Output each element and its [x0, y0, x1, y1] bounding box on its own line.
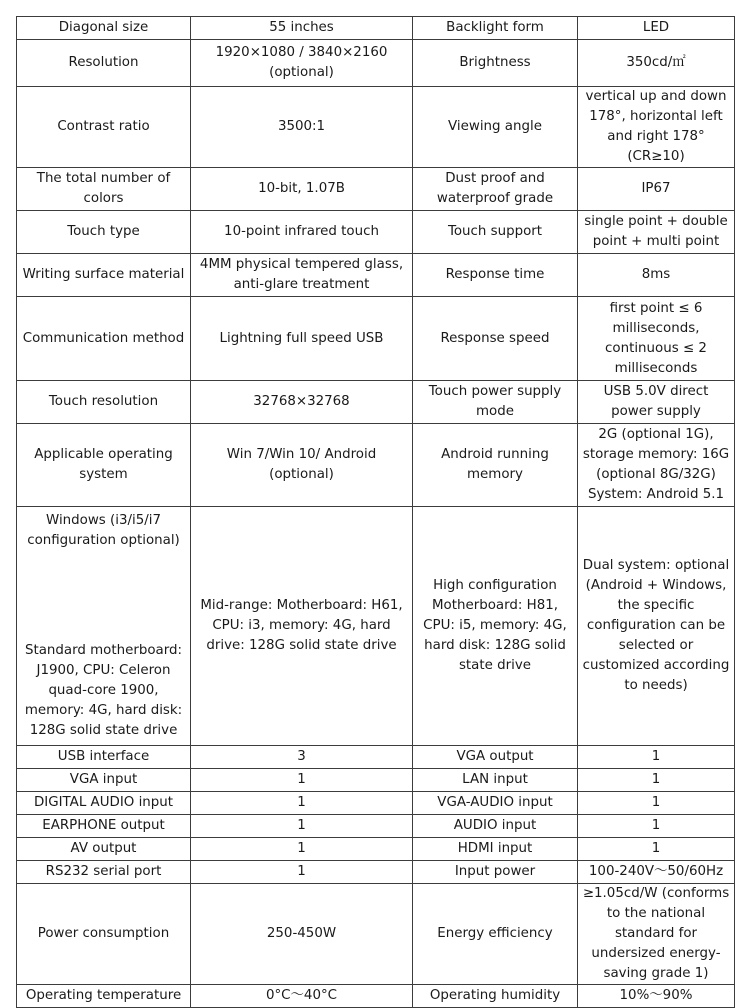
- spec-value: 32768×32768: [191, 381, 413, 424]
- spec-value: USB 5.0V direct power supply: [578, 381, 735, 424]
- spec-label: AV output: [17, 838, 191, 861]
- spec-label: Backlight form: [413, 17, 578, 40]
- spec-label: The total number of colors: [17, 168, 191, 211]
- table-row: [17, 746, 735, 769]
- spec-value: 10-bit, 1.07B: [191, 168, 413, 211]
- spec-value: Lightning full speed USB: [191, 297, 413, 381]
- spec-label: Applicable operating system: [17, 424, 191, 507]
- spec-value: 100-240V～50/60Hz: [578, 861, 735, 884]
- table-row: [17, 884, 735, 985]
- spec-label: Communication method: [17, 297, 191, 381]
- spec-value: 10-point infrared touch: [191, 211, 413, 254]
- spec-label: VGA input: [17, 769, 191, 792]
- table-row: [17, 381, 735, 424]
- spec-value: 1: [191, 792, 413, 815]
- spec-value: 1: [578, 792, 735, 815]
- table-row: [17, 17, 735, 40]
- spec-value: 10%～90%: [578, 985, 735, 1008]
- spec-label: Power consumption: [17, 884, 191, 985]
- spec-label: Resolution: [17, 40, 191, 87]
- spec-table: [16, 16, 735, 1008]
- spec-label: Dust proof and waterproof grade: [413, 168, 578, 211]
- spec-value: 55 inches: [191, 17, 413, 40]
- spec-label: VGA-AUDIO input: [413, 792, 578, 815]
- spec-value: 3500:1: [191, 87, 413, 168]
- spec-value: 1: [191, 815, 413, 838]
- spec-value: 2G (optional 1G), storage memory: 16G (optional 8G/32G) System: Android 5.1: [578, 424, 735, 507]
- spec-value: 1: [191, 838, 413, 861]
- table-row: [17, 297, 735, 381]
- spec-value: vertical up and down 178°, horizontal left and right 178° (CR≥10): [578, 87, 735, 168]
- spec-value: 4MM physical tempered glass, anti-glare treatment: [191, 254, 413, 297]
- spec-label: AUDIO input: [413, 815, 578, 838]
- spec-value: 1: [578, 769, 735, 792]
- spec-label: LAN input: [413, 769, 578, 792]
- table-row: [17, 424, 735, 507]
- spec-value: 350cd/㎡: [578, 40, 735, 87]
- table-row: [17, 815, 735, 838]
- spec-label: Diagonal size: [17, 17, 191, 40]
- table-row: [17, 40, 735, 87]
- spec-value: Mid-range: Motherboard: H61, CPU: i3, memory: 4G, hard drive: 128G solid state drive: [191, 507, 413, 746]
- spec-value: LED: [578, 17, 735, 40]
- spec-value: 1: [191, 861, 413, 884]
- spec-label: RS232 serial port: [17, 861, 191, 884]
- spec-value: 3: [191, 746, 413, 769]
- spec-value: 8ms: [578, 254, 735, 297]
- spec-value: first point ≤ 6 milliseconds, continuous ≤ 2 milliseconds: [578, 297, 735, 381]
- table-row: [17, 211, 735, 254]
- spec-value: Dual system: optional (Android + Windows, the specific configuration can be selected or customized according to needs): [578, 507, 735, 746]
- windows-config-cell: [17, 507, 191, 746]
- spec-value: ≥1.05cd/W (conforms to the national standard for undersized energy-saving grade 1): [578, 884, 735, 985]
- spec-label: VGA output: [413, 746, 578, 769]
- table-row: [17, 87, 735, 168]
- spec-label: Brightness: [413, 40, 578, 87]
- spec-value: 1920×1080 / 3840×2160 (optional): [191, 40, 413, 87]
- spec-label: Operating humidity: [413, 985, 578, 1008]
- table-row: [17, 792, 735, 815]
- table-row: [17, 838, 735, 861]
- spec-value: 250-450W: [191, 884, 413, 985]
- spec-label: Touch resolution: [17, 381, 191, 424]
- spec-value: 0°C～40°C: [191, 985, 413, 1008]
- standard-config-text: Standard motherboard: J1900, CPU: Celeron quad-core 1900, memory: 4G, hard disk: 128G solid state drive: [24, 643, 183, 738]
- spec-value: 1: [578, 838, 735, 861]
- spec-label: Viewing angle: [413, 87, 578, 168]
- spec-label: Touch support: [413, 211, 578, 254]
- table-row: [17, 985, 735, 1008]
- spec-label: USB interface: [17, 746, 191, 769]
- spec-label: Android running memory: [413, 424, 578, 507]
- spec-value: Win 7/Win 10/ Android (optional): [191, 424, 413, 507]
- spec-label: Response speed: [413, 297, 578, 381]
- spec-label: Contrast ratio: [17, 87, 191, 168]
- table-row: [17, 254, 735, 297]
- spec-label: Touch type: [17, 211, 191, 254]
- table-row: [17, 769, 735, 792]
- windows-config-heading: Windows (i3/i5/i7 configuration optional): [27, 513, 180, 548]
- spec-label: Input power: [413, 861, 578, 884]
- spec-value: 1: [578, 815, 735, 838]
- spec-label: HDMI input: [413, 838, 578, 861]
- table-row: [17, 861, 735, 884]
- spec-value: 1: [578, 746, 735, 769]
- spec-value: 1: [191, 769, 413, 792]
- spec-label: Touch power supply mode: [413, 381, 578, 424]
- spec-value: IP67: [578, 168, 735, 211]
- spec-label: Writing surface material: [17, 254, 191, 297]
- spec-label: Operating temperature: [17, 985, 191, 1008]
- spec-label: EARPHONE output: [17, 815, 191, 838]
- spec-label: DIGITAL AUDIO input: [17, 792, 191, 815]
- table-row: [17, 507, 735, 746]
- spec-value: High configuration Motherboard: H81, CPU: i5, memory: 4G, hard disk: 128G solid state drive: [413, 507, 578, 746]
- spec-label: Response time: [413, 254, 578, 297]
- spec-value: single point + double point + multi point: [578, 211, 735, 254]
- table-row: [17, 168, 735, 211]
- spec-label: Energy efficiency: [413, 884, 578, 985]
